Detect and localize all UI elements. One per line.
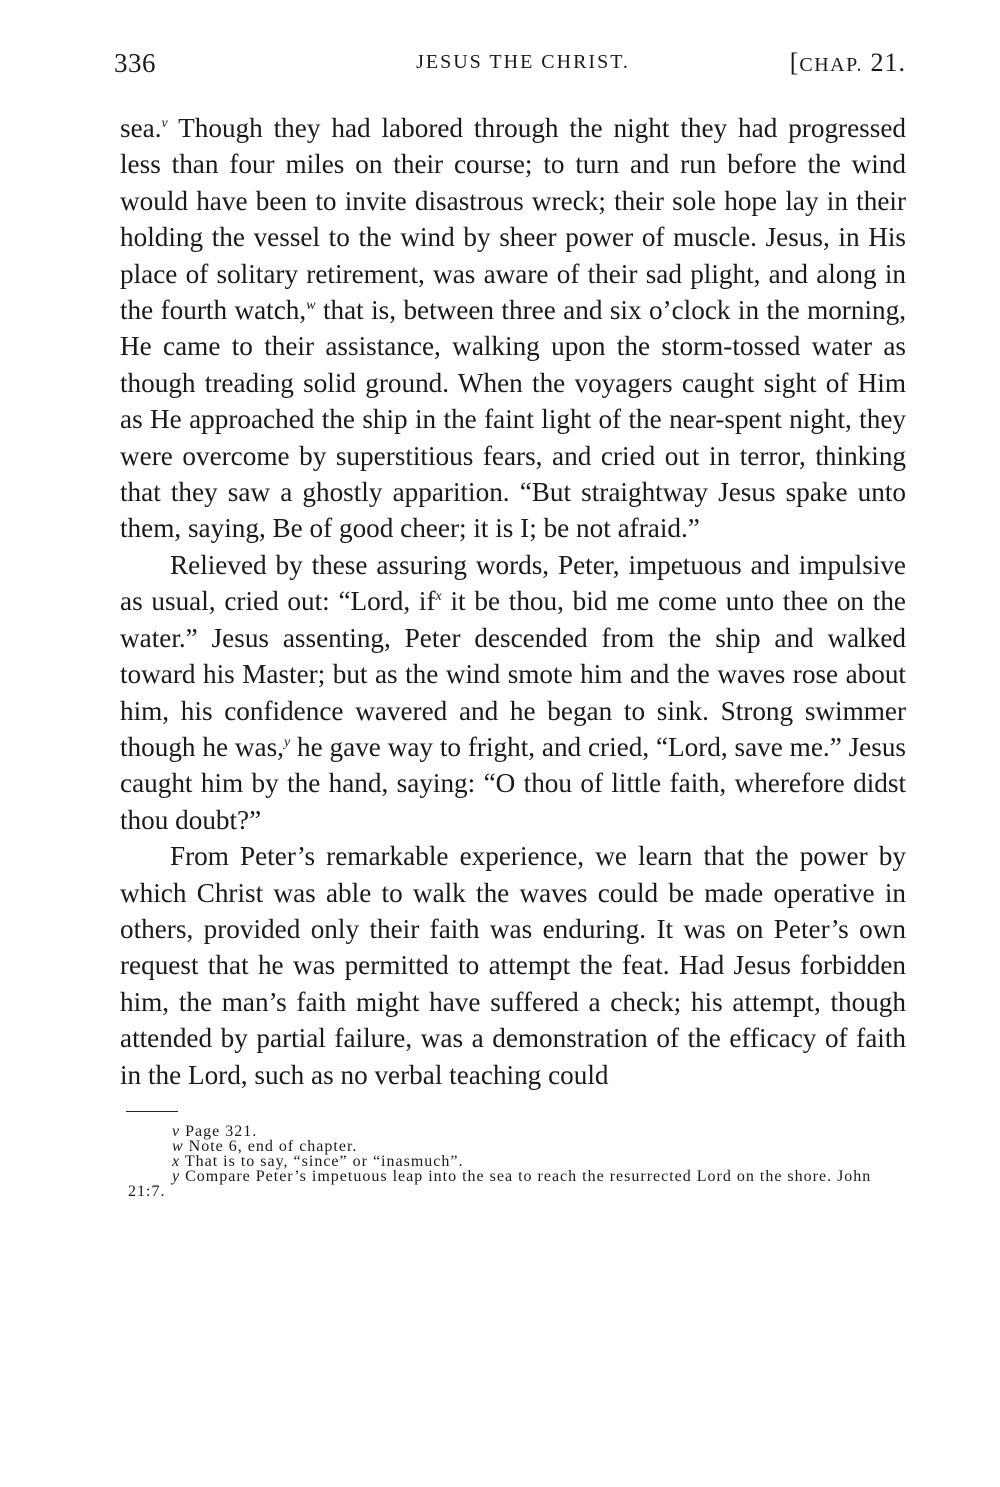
footnote — [120, 1124, 906, 1139]
paragraph — [120, 838, 906, 1093]
paragraph-text: that is, between three and six o’clock in the morning, He came to their assistance, walking upon the storm-tossed water as though treading solid ground. When the voyagers caught sight of Him as He approached the ship in the faint light of the near-spent night, they were overcome by superstitious fears, and cried out in terror, thinking that they saw a ghostly apparition. “But straightway Jesus spake unto them, saying, Be of good cheer; it is I; be not afraid.” — [120, 295, 906, 544]
footnote-rule — [126, 1111, 178, 1112]
book-page — [114, 48, 907, 1200]
paragraph-text: sea. — [120, 113, 162, 143]
footnote-mark: w — [172, 1137, 184, 1155]
running-title: JESUS THE CHRIST. — [416, 51, 630, 73]
running-head — [114, 48, 906, 88]
paragraph-text: Though they had labored through the night they had progressed less than four miles on their course; to turn and run before the wind would have been to invite disastrous wreck; their sole hope lay in their holding the vessel to the wind by sheer power of muscle. Jesus, in His place of solitary retirement, was aware of their sad plight, and along in the fourth watch, — [120, 113, 906, 326]
chapter-reference — [790, 48, 906, 78]
footnote-text: Note 6, end of chapter. — [183, 1137, 358, 1155]
footnote-text: That is to say, “since” or “inasmuch”. — [180, 1152, 464, 1170]
chapter-label: CHAP. — [799, 54, 863, 76]
paragraph-text: From Peter’s remarkable experience, we learn that the power by which Christ was able to walk the waves could be made operative in others, provided only their faith was enduring. It was on Peter’s own request that he was permitted to attempt the feat. Had Jesus forbidden him, the man’s faith might have suffered a check; his attempt, though attended by partial failure, was a demonstration of the efficacy of faith in the Lord, such as no verbal teaching could — [120, 841, 906, 1090]
footnote — [120, 1139, 906, 1154]
footnote — [120, 1154, 906, 1169]
page-number: 336 — [114, 48, 156, 78]
footnote — [120, 1169, 906, 1199]
paragraph-text: Relieved by these assuring words, Peter, impetuous and impulsive as usual, cried out: “Lord, if — [120, 549, 906, 617]
paragraph — [120, 110, 906, 547]
footnotes — [120, 1111, 906, 1199]
body-text — [120, 110, 906, 1093]
paragraph-text: he gave way to fright, and cried, “Lord, save me.” Jesus caught him by the hand, saying: “O thou of little faith, wherefore didst thou doubt?” — [120, 731, 907, 835]
footnote-reference: v — [161, 116, 168, 131]
footnote-text: Page 321. — [180, 1122, 258, 1140]
footnote-mark: y — [172, 1167, 181, 1185]
footnote-reference: y — [283, 734, 291, 750]
footnote-reference: x — [435, 589, 442, 605]
chapter-bracket: [ — [789, 48, 800, 77]
paragraph — [120, 547, 906, 838]
footnote-mark: x — [172, 1152, 181, 1170]
footnote-text: Compare Peter’s impetuous leap into the sea to reach the resurrected Lord on the shore. John 21:7. — [128, 1167, 872, 1200]
footnote-mark: v — [172, 1122, 181, 1140]
paragraph-text: it be thou, bid me come unto thee on the water.” Jesus assenting, Peter descended from the ship and walked toward his Master; but as the wind smote him and the waves rose about him, his confidence wavered and he began to sink. Strong swimmer though he was, — [120, 586, 906, 762]
chapter-number: 21. — [870, 48, 906, 77]
footnote-reference: w — [306, 298, 316, 314]
